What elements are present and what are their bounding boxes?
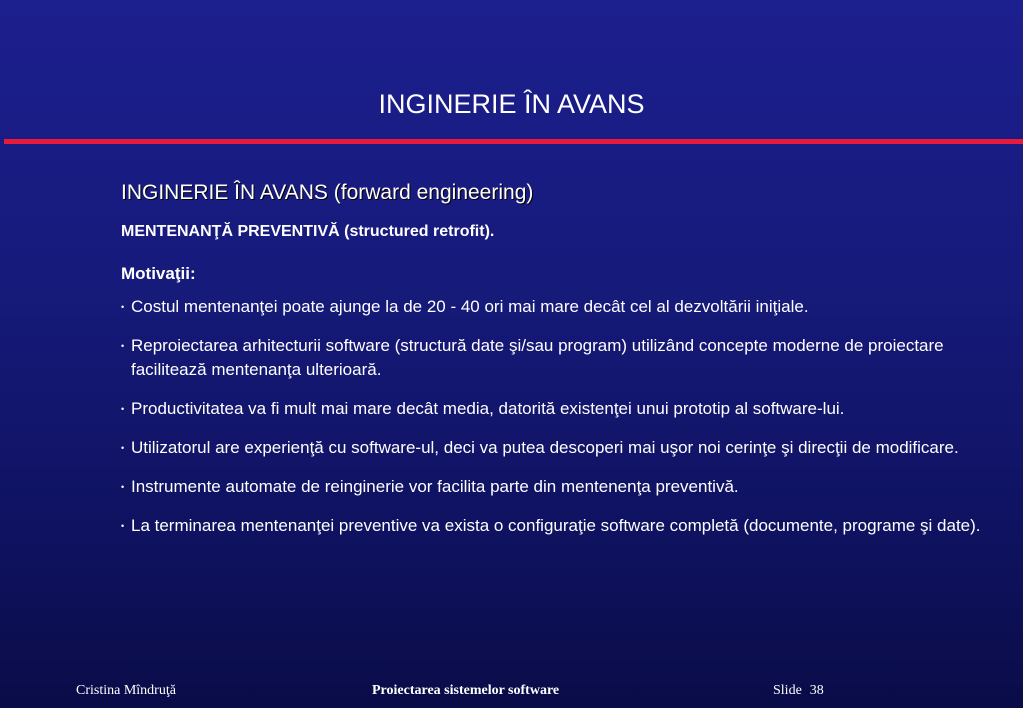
bullet-text: Productivitatea va fi mult mai mare decât media, datorită existenţei unui prototip al software-lui. — [131, 399, 845, 418]
title-divider — [4, 139, 1023, 144]
bullet-icon: • — [121, 521, 125, 531]
emphasis-line: MENTENANŢĂ PREVENTIVĂ (structured retrofit). — [121, 223, 495, 240]
footer-slide-number: 38 — [809, 683, 824, 698]
slide-title: INGINERIE ÎN AVANS — [378, 89, 645, 119]
footer-course-title: Proiectarea sistemelor software — [372, 683, 560, 698]
bullet-icon: • — [121, 404, 125, 414]
slide-footer — [0, 681, 1023, 701]
bullet-icon: • — [121, 482, 125, 492]
bullet-text: Costul mentenanţei poate ajunge la de 20 - 40 ori mai mare decât cel al dezvoltării iniţiale. — [131, 297, 809, 316]
bullet-item — [121, 475, 1001, 499]
slide-subtitle: INGINERIE ÎN AVANS (forward engineering) — [121, 181, 534, 204]
bullet-text: Utilizatorul are experienţă cu software-ul, deci va putea descoperi mai uşor noi cerinţe şi direcţii de modificare. — [131, 438, 959, 457]
bullet-item — [121, 334, 1001, 382]
bullet-item — [121, 397, 1001, 421]
footer-author: Cristina Mîndruţă — [76, 683, 176, 698]
bullet-list — [121, 295, 1001, 538]
bullet-icon: • — [121, 302, 125, 312]
bullet-text: Reproiectarea arhitecturii software (structură date şi/sau program) utilizând concepte moderne de proiectare facilitează mentenanţa ulterioară. — [131, 336, 944, 379]
bullet-item — [121, 295, 1001, 319]
bullet-item — [121, 514, 1001, 538]
section-heading: Motivaţii: — [121, 264, 196, 283]
bullet-text: La terminarea mentenanţei preventive va exista o configuraţie software completă (documente, programe şi date). — [131, 516, 981, 535]
bullet-icon: • — [121, 443, 125, 453]
bullet-item — [121, 436, 1001, 460]
slide-content — [121, 178, 1001, 553]
footer-slide-info — [773, 681, 824, 701]
footer-slide-label: Slide — [773, 683, 802, 698]
bullet-icon: • — [121, 341, 125, 351]
bullet-text: Instrumente automate de reinginerie vor facilita parte din mentenenţa preventivă. — [131, 477, 739, 496]
